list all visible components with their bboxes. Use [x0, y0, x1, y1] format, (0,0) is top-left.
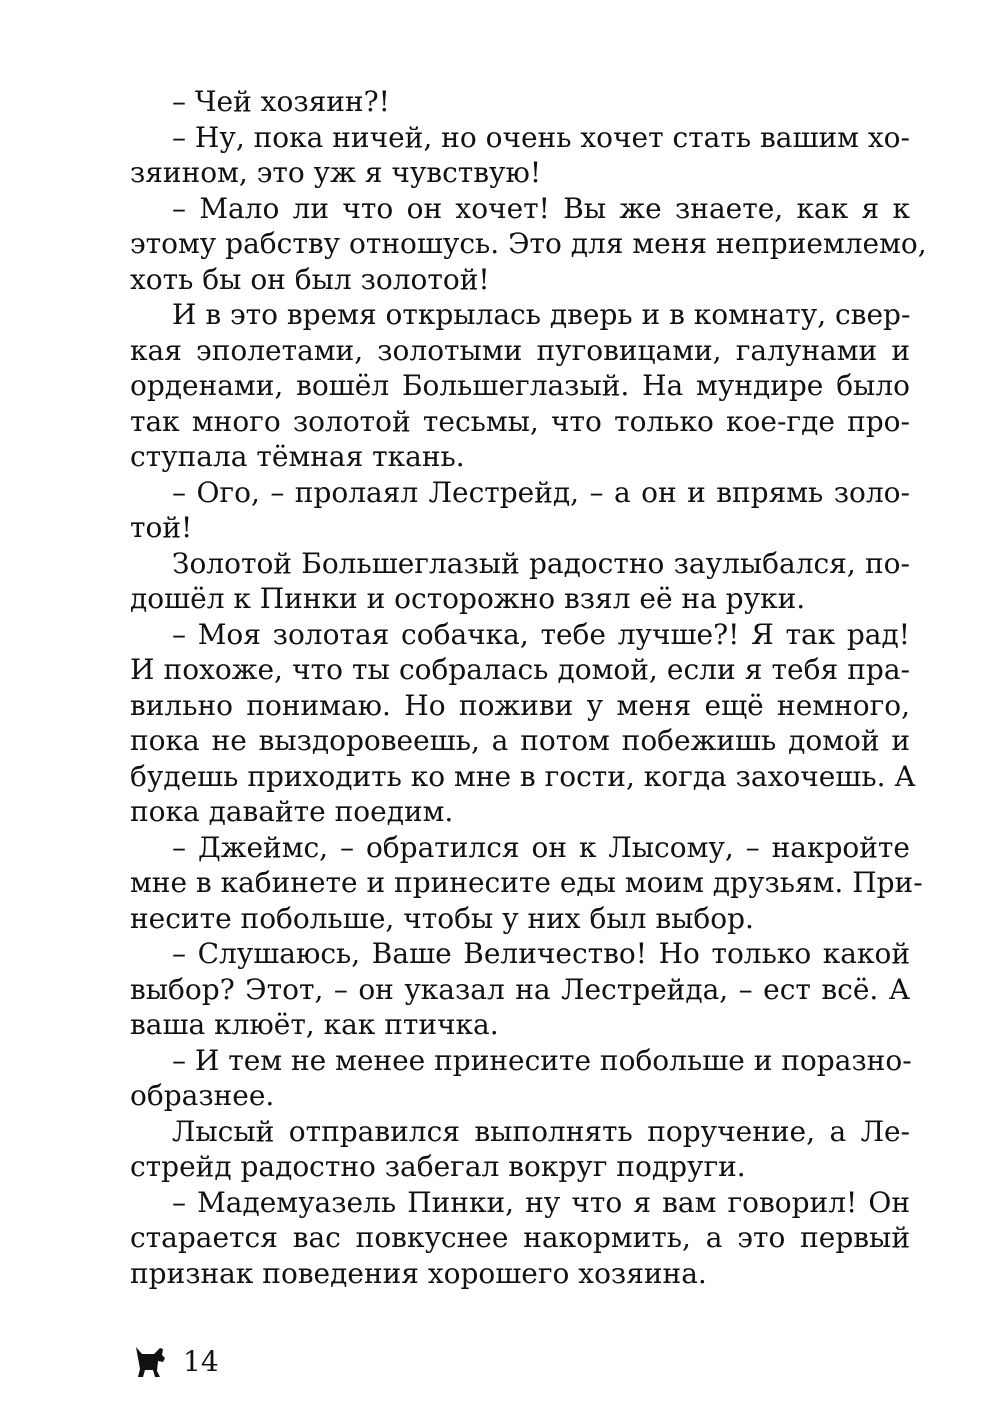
text-line: ступала тёмная ткань. — [130, 440, 465, 473]
text-line: пока давайте поедим. — [130, 795, 454, 828]
text-line: – И тем не менее принесите побольше и поразно- — [172, 1043, 912, 1077]
text-line: несите побольше, чтобы у них был выбор. — [130, 901, 754, 935]
page-number: 14 — [183, 1345, 219, 1378]
dog-silhouette-icon — [133, 1345, 167, 1379]
text-line: – Слушаюсь, Ваше Величество! Но только какой — [172, 937, 910, 970]
text-line: признак поведения хорошего хозяина. — [130, 1256, 707, 1290]
text-line: дошёл к Пинки и осторожно взял её на руки. — [130, 582, 806, 615]
text-line: хоть бы он был золотой! — [130, 262, 490, 296]
text-line: – Мадемуазель Пинки, ну что я вам говорил! Он — [172, 1185, 910, 1219]
text-line: мне в кабинете и принесите еды моим друзьям. При- — [130, 866, 923, 899]
text-line: орденами, вошёл Большеглазый. На мундире было — [130, 369, 910, 402]
text-line: будешь приходить ко мне в гости, когда захочешь. А — [130, 759, 916, 793]
text-line: И в это время открылась дверь и в комнату, свер- — [172, 298, 911, 331]
body-text — [130, 84, 927, 1291]
text-line: вильно понимаю. Но поживи у меня ещё немного, — [130, 688, 910, 722]
text-line: – Ого, – пролаял Лестрейд, – а он и впрямь золо- — [172, 475, 910, 509]
text-line: зяином, это уж я чувствую! — [130, 156, 542, 189]
text-line: Золотой Большеглазый радостно заулыбался, по- — [172, 546, 910, 580]
text-line: пока не выздоровеешь, а потом побежишь домой и — [130, 724, 910, 757]
text-line: – Ну, пока ничей, но очень хочет стать вашим хо- — [172, 120, 910, 154]
text-line: ваша клюёт, как птичка. — [130, 1008, 499, 1041]
page-footer — [133, 1342, 219, 1382]
text-line: образнее. — [130, 1079, 275, 1112]
text-line: так много золотой тесьмы, что только кое-где про- — [130, 404, 910, 438]
text-line: старается вас повкуснее накормить, а это первый — [130, 1221, 910, 1254]
text-line: кая эполетами, золотыми пуговицами, галунами и — [130, 333, 910, 367]
text-line: – Джеймс, – обратился он к Лысому, – накройте — [172, 830, 910, 864]
text-line: этому рабству отношусь. Это для меня неприемлемо, — [130, 227, 927, 260]
text-line: Лысый отправился выполнять поручение, а Ле- — [172, 1114, 910, 1148]
text-line: – Чей хозяин?! — [172, 85, 390, 118]
text-line: – Моя золотая собачка, тебе лучше?! Я так рад! — [172, 617, 910, 651]
text-line: И похоже, что ты собралась домой, если я тебя пра- — [130, 653, 910, 686]
text-line: – Мало ли что он хочет! Вы же знаете, как я к — [172, 191, 910, 225]
text-line: той! — [130, 511, 193, 544]
text-line: стрейд радостно забегал вокруг подруги. — [130, 1150, 746, 1183]
text-line: выбор? Этот, – он указал на Лестрейда, – ест всё. А — [130, 972, 910, 1006]
